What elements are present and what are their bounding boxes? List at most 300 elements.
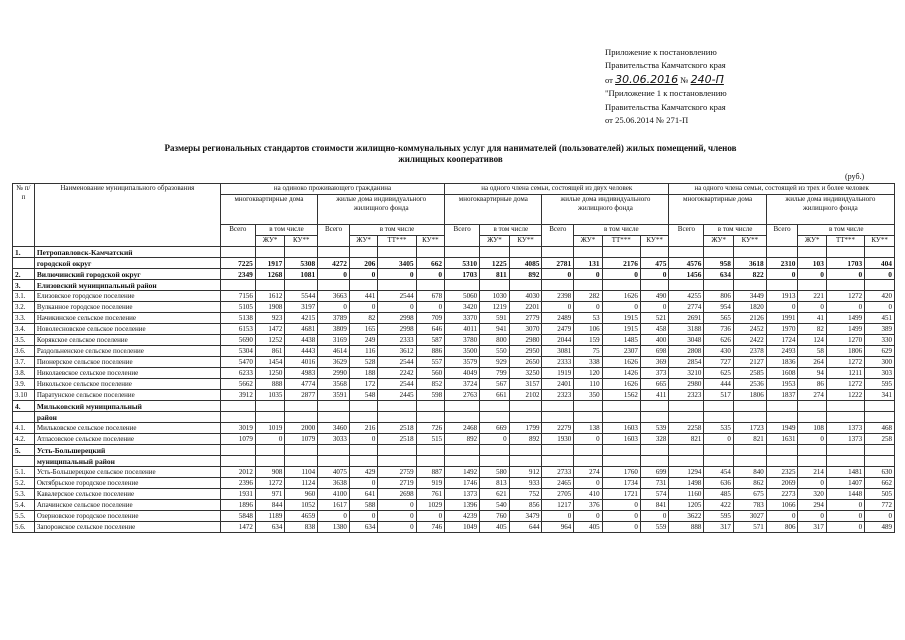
value-cell: 0 xyxy=(865,269,895,280)
row-name: Корякское сельское поселение xyxy=(34,335,220,346)
value-cell: 5308 xyxy=(285,258,318,269)
appendix-line: Приложение к постановлению xyxy=(605,47,717,57)
value-cell: 634 xyxy=(349,522,377,533)
value-cell: 300 xyxy=(865,357,895,368)
value-cell: 400 xyxy=(640,335,668,346)
value-cell xyxy=(865,280,895,291)
row-number: 5.3. xyxy=(13,489,35,500)
value-cell: 1820 xyxy=(733,302,766,313)
value-cell xyxy=(602,412,640,423)
value-cell: 0 xyxy=(640,269,668,280)
value-cell xyxy=(255,401,285,412)
value-cell: 2544 xyxy=(378,291,416,302)
value-cell xyxy=(349,412,377,423)
value-cell: 0 xyxy=(865,302,895,313)
value-cell: 3081 xyxy=(542,346,574,357)
row-name: Мильковское сельское поселение xyxy=(34,423,220,434)
value-cell xyxy=(766,401,798,412)
value-cell: 1806 xyxy=(733,390,766,401)
value-cell: 821 xyxy=(733,434,766,445)
appendix-line: "Приложение 1 к постановлению xyxy=(605,88,727,99)
value-cell: 3460 xyxy=(318,423,350,434)
value-cell: 1836 xyxy=(766,357,798,368)
value-cell: 958 xyxy=(704,258,734,269)
value-cell: 2698 xyxy=(378,489,416,500)
value-cell: 821 xyxy=(669,434,704,445)
value-cell xyxy=(733,280,766,291)
value-cell: 3188 xyxy=(669,324,704,335)
value-cell: 813 xyxy=(480,478,510,489)
header-mkd: многоквартирные дома xyxy=(669,195,766,225)
value-cell: 2349 xyxy=(220,269,255,280)
value-cell: 3370 xyxy=(445,313,480,324)
value-cell: 0 xyxy=(640,302,668,313)
value-cell: 1703 xyxy=(826,258,864,269)
value-cell: 373 xyxy=(640,368,668,379)
value-cell: 2650 xyxy=(509,357,542,368)
value-cell: 1896 xyxy=(220,500,255,511)
value-cell: 1603 xyxy=(602,423,640,434)
value-cell xyxy=(318,247,350,258)
value-cell: 1915 xyxy=(602,324,640,335)
value-cell xyxy=(602,280,640,291)
header-vsego: Всего xyxy=(669,225,704,247)
value-cell: 3070 xyxy=(509,324,542,335)
value-cell xyxy=(445,445,480,456)
value-cell xyxy=(640,456,668,467)
value-cell: 1472 xyxy=(255,324,285,335)
value-cell xyxy=(602,445,640,456)
row-name: Атласовское сельское поселение xyxy=(34,434,220,445)
value-cell xyxy=(445,412,480,423)
value-cell: 94 xyxy=(798,368,826,379)
value-cell: 595 xyxy=(865,379,895,390)
row-number: 5. xyxy=(13,445,35,456)
value-cell: 0 xyxy=(349,269,377,280)
value-cell: 1272 xyxy=(826,379,864,390)
value-cell xyxy=(509,280,542,291)
header-vsego: Всего xyxy=(445,225,480,247)
value-cell: 760 xyxy=(480,511,510,522)
value-cell: 892 xyxy=(509,269,542,280)
value-cell: 3157 xyxy=(509,379,542,390)
value-cell: 172 xyxy=(349,379,377,390)
value-cell xyxy=(669,401,704,412)
header-tt: ТТ*** xyxy=(826,236,864,247)
header-tt: ТТ*** xyxy=(378,236,416,247)
value-cell: 806 xyxy=(704,291,734,302)
value-cell: 539 xyxy=(640,423,668,434)
value-cell: 2401 xyxy=(542,379,574,390)
value-cell xyxy=(574,401,602,412)
value-cell: 2378 xyxy=(733,346,766,357)
value-cell: 5690 xyxy=(220,335,255,346)
value-cell: 2102 xyxy=(509,390,542,401)
table-row xyxy=(13,434,895,445)
value-cell: 929 xyxy=(480,357,510,368)
value-cell xyxy=(445,456,480,467)
value-cell: 5310 xyxy=(445,258,480,269)
value-cell xyxy=(733,456,766,467)
header-group-three: на одного члена семьи, состоящей из трех и более человек xyxy=(669,184,895,195)
value-cell: 303 xyxy=(865,368,895,379)
value-cell xyxy=(480,280,510,291)
value-cell xyxy=(798,445,826,456)
value-cell: 1448 xyxy=(826,489,864,500)
value-cell: 411 xyxy=(640,390,668,401)
value-cell: 1806 xyxy=(826,346,864,357)
value-cell xyxy=(704,280,734,291)
value-cell: 2719 xyxy=(378,478,416,489)
value-cell: 675 xyxy=(733,489,766,500)
value-cell: 3405 xyxy=(378,258,416,269)
value-cell xyxy=(378,280,416,291)
value-cell: 1931 xyxy=(220,489,255,500)
value-cell: 2781 xyxy=(542,258,574,269)
value-cell xyxy=(416,445,445,456)
value-cell: 2422 xyxy=(733,335,766,346)
table-row xyxy=(13,401,895,412)
header-vsego: Всего xyxy=(318,225,350,247)
value-cell: 58 xyxy=(798,346,826,357)
value-cell: 678 xyxy=(416,291,445,302)
value-cell: 644 xyxy=(509,522,542,533)
value-cell: 1211 xyxy=(826,368,864,379)
value-cell: 2396 xyxy=(220,478,255,489)
value-cell: 2544 xyxy=(378,379,416,390)
value-cell: 933 xyxy=(509,478,542,489)
value-cell xyxy=(285,280,318,291)
header-group-single: на одиноко проживающего гражданина xyxy=(220,184,444,195)
row-number: 3.8. xyxy=(13,368,35,379)
value-cell: 1079 xyxy=(220,434,255,445)
value-cell: 0 xyxy=(318,269,350,280)
value-cell: 625 xyxy=(704,368,734,379)
value-cell xyxy=(798,247,826,258)
value-cell: 5470 xyxy=(220,357,255,368)
value-cell: 338 xyxy=(574,357,602,368)
value-cell: 783 xyxy=(733,500,766,511)
row-name: район xyxy=(34,412,220,423)
value-cell: 4983 xyxy=(285,368,318,379)
value-cell: 0 xyxy=(574,511,602,522)
table-body xyxy=(13,247,895,533)
value-cell: 369 xyxy=(640,357,668,368)
value-cell: 206 xyxy=(349,258,377,269)
document-title xyxy=(18,143,883,165)
value-cell xyxy=(766,445,798,456)
value-cell: 698 xyxy=(640,346,668,357)
value-cell: 0 xyxy=(826,500,864,511)
value-cell: 5105 xyxy=(220,302,255,313)
value-cell xyxy=(416,412,445,423)
value-cell: 3629 xyxy=(318,357,350,368)
value-cell xyxy=(640,247,668,258)
value-cell: 626 xyxy=(704,335,734,346)
value-cell: 1953 xyxy=(766,379,798,390)
header-ku: КУ** xyxy=(416,236,445,247)
row-number: 3.6. xyxy=(13,346,35,357)
value-cell xyxy=(318,445,350,456)
appendix-date-prefix: от xyxy=(605,74,613,85)
row-number: 1. xyxy=(13,247,35,258)
value-cell: 5060 xyxy=(445,291,480,302)
value-cell: 0 xyxy=(378,511,416,522)
header-zhu: ЖУ* xyxy=(704,236,734,247)
value-cell: 1746 xyxy=(445,478,480,489)
value-cell: 636 xyxy=(704,478,734,489)
value-cell: 3048 xyxy=(669,335,704,346)
value-cell: 444 xyxy=(704,379,734,390)
value-cell: 3027 xyxy=(733,511,766,522)
table-row xyxy=(13,291,895,302)
table-row xyxy=(13,280,895,291)
value-cell: 2127 xyxy=(733,357,766,368)
value-cell: 53 xyxy=(574,313,602,324)
row-number: 4.1. xyxy=(13,423,35,434)
value-cell: 1617 xyxy=(318,500,350,511)
value-cell: 550 xyxy=(480,346,510,357)
value-cell: 4239 xyxy=(445,511,480,522)
value-cell xyxy=(416,456,445,467)
value-cell: 0 xyxy=(826,302,864,313)
value-cell: 811 xyxy=(480,269,510,280)
value-cell: 4215 xyxy=(285,313,318,324)
value-cell: 861 xyxy=(255,346,285,357)
value-cell: 3579 xyxy=(445,357,480,368)
value-cell: 2273 xyxy=(766,489,798,500)
value-cell: 1970 xyxy=(766,324,798,335)
table-row xyxy=(13,412,895,423)
value-cell: 2201 xyxy=(509,302,542,313)
value-cell: 2465 xyxy=(542,478,574,489)
value-cell: 0 xyxy=(378,500,416,511)
value-cell: 1160 xyxy=(669,489,704,500)
value-cell: 1724 xyxy=(766,335,798,346)
table-row xyxy=(13,324,895,335)
value-cell xyxy=(766,412,798,423)
value-cell: 3019 xyxy=(220,423,255,434)
value-cell xyxy=(480,247,510,258)
value-cell: 2479 xyxy=(542,324,574,335)
value-cell: 138 xyxy=(574,423,602,434)
value-cell: 2333 xyxy=(542,357,574,368)
value-cell xyxy=(704,445,734,456)
header-zhu: ЖУ* xyxy=(349,236,377,247)
value-cell: 485 xyxy=(704,489,734,500)
row-name: Елизовское городское поселение xyxy=(34,291,220,302)
row-name: Вулканное городское поселение xyxy=(34,302,220,313)
value-cell: 3449 xyxy=(733,291,766,302)
value-cell xyxy=(865,445,895,456)
row-number: 3. xyxy=(13,280,35,291)
value-cell xyxy=(574,445,602,456)
value-cell: 1272 xyxy=(826,291,864,302)
value-cell xyxy=(669,456,704,467)
value-cell xyxy=(255,280,285,291)
value-cell: 1205 xyxy=(669,500,704,511)
value-cell: 3638 xyxy=(318,478,350,489)
value-cell: 2493 xyxy=(766,346,798,357)
value-cell: 0 xyxy=(416,269,445,280)
value-cell xyxy=(416,280,445,291)
value-cell: 82 xyxy=(798,324,826,335)
header-ijs: жилые дома индивидуального жилищного фонда xyxy=(766,195,894,225)
value-cell xyxy=(220,247,255,258)
value-cell: 736 xyxy=(704,324,734,335)
value-cell xyxy=(480,445,510,456)
value-cell: 1631 xyxy=(766,434,798,445)
value-cell: 772 xyxy=(865,500,895,511)
value-cell: 1066 xyxy=(766,500,798,511)
value-cell: 5544 xyxy=(285,291,318,302)
value-cell: 2069 xyxy=(766,478,798,489)
value-cell xyxy=(509,247,542,258)
row-number: 5.1. xyxy=(13,467,35,478)
value-cell: 565 xyxy=(704,313,734,324)
appendix-handwritten-number: 240-П xyxy=(690,72,724,86)
row-name: Мильковский муниципальный xyxy=(34,401,220,412)
value-cell: 505 xyxy=(865,489,895,500)
header-mkd: многоквартирные дома xyxy=(445,195,542,225)
value-cell: 2242 xyxy=(378,368,416,379)
value-cell: 559 xyxy=(640,522,668,533)
value-cell: 2279 xyxy=(542,423,574,434)
value-cell: 1294 xyxy=(669,467,704,478)
value-cell: 116 xyxy=(349,346,377,357)
value-cell: 3724 xyxy=(445,379,480,390)
table-row xyxy=(13,390,895,401)
value-cell: 840 xyxy=(733,467,766,478)
value-cell xyxy=(285,456,318,467)
header-ku: КУ** xyxy=(733,236,766,247)
value-cell: 294 xyxy=(798,500,826,511)
value-cell: 4576 xyxy=(669,258,704,269)
value-cell xyxy=(318,401,350,412)
value-cell: 595 xyxy=(704,511,734,522)
value-cell: 2544 xyxy=(378,357,416,368)
value-cell: 4075 xyxy=(318,467,350,478)
value-cell: 4774 xyxy=(285,379,318,390)
header-ku: КУ** xyxy=(865,236,895,247)
value-cell: 2705 xyxy=(542,489,574,500)
value-cell: 3197 xyxy=(285,302,318,313)
row-number: 3.5. xyxy=(13,335,35,346)
value-cell: 159 xyxy=(574,335,602,346)
value-cell: 799 xyxy=(480,368,510,379)
value-cell: 662 xyxy=(416,258,445,269)
value-cell: 4438 xyxy=(285,335,318,346)
value-cell: 4659 xyxy=(285,511,318,522)
value-cell: 699 xyxy=(640,467,668,478)
value-cell: 108 xyxy=(798,423,826,434)
value-cell: 0 xyxy=(378,522,416,533)
value-cell: 264 xyxy=(798,357,826,368)
header-tt: ТТ*** xyxy=(602,236,640,247)
value-cell: 4100 xyxy=(318,489,350,500)
value-cell: 3500 xyxy=(445,346,480,357)
value-cell: 3622 xyxy=(669,511,704,522)
value-cell: 6233 xyxy=(220,368,255,379)
header-vsego: Всего xyxy=(220,225,255,247)
value-cell: 475 xyxy=(640,258,668,269)
value-cell xyxy=(826,401,864,412)
unit-label: (руб.) xyxy=(845,172,865,181)
value-cell: 0 xyxy=(766,511,798,522)
value-cell: 1930 xyxy=(542,434,574,445)
value-cell: 1079 xyxy=(285,434,318,445)
value-cell: 0 xyxy=(416,511,445,522)
row-name: Начикинское сельское поселение xyxy=(34,313,220,324)
row-number xyxy=(13,258,35,269)
row-name: Пионерское сельское поселение xyxy=(34,357,220,368)
row-name: Николаевское сельское поселение xyxy=(34,368,220,379)
value-cell: 0 xyxy=(798,269,826,280)
value-cell xyxy=(865,247,895,258)
table-row xyxy=(13,511,895,522)
value-cell: 0 xyxy=(378,269,416,280)
value-cell: 1603 xyxy=(602,434,640,445)
value-cell: 1373 xyxy=(826,434,864,445)
value-cell xyxy=(640,412,668,423)
value-cell: 258 xyxy=(865,434,895,445)
header-ijs: жилые дома индивидуального жилищного фонда xyxy=(542,195,669,225)
value-cell: 887 xyxy=(416,467,445,478)
row-name: Раздольненское сельское поселение xyxy=(34,346,220,357)
value-cell: 634 xyxy=(704,269,734,280)
header-num: № п/п xyxy=(13,184,35,247)
value-cell: 110 xyxy=(574,379,602,390)
value-cell: 1272 xyxy=(826,357,864,368)
value-cell xyxy=(602,247,640,258)
value-cell: 1030 xyxy=(480,291,510,302)
value-cell: 852 xyxy=(416,379,445,390)
row-number xyxy=(13,412,35,423)
header-group-two: на одного члена семьи, состоящей из двух человек xyxy=(445,184,669,195)
value-cell xyxy=(704,401,734,412)
value-cell: 2518 xyxy=(378,434,416,445)
value-cell: 103 xyxy=(798,258,826,269)
row-name: Новолесновское сельское поселение xyxy=(34,324,220,335)
value-cell: 557 xyxy=(416,357,445,368)
value-cell xyxy=(574,456,602,467)
value-cell: 3420 xyxy=(445,302,480,313)
value-cell: 1270 xyxy=(826,335,864,346)
value-cell xyxy=(542,412,574,423)
row-number: 4.2. xyxy=(13,434,35,445)
value-cell: 0 xyxy=(704,434,734,445)
value-cell: 4016 xyxy=(285,357,318,368)
value-cell: 4614 xyxy=(318,346,350,357)
header-mkd: многоквартирные дома xyxy=(220,195,317,225)
value-cell: 912 xyxy=(509,467,542,478)
value-cell: 5662 xyxy=(220,379,255,390)
value-cell: 1189 xyxy=(255,511,285,522)
value-cell: 0 xyxy=(640,511,668,522)
value-cell: 2763 xyxy=(445,390,480,401)
value-cell xyxy=(416,247,445,258)
value-cell: 1217 xyxy=(542,500,574,511)
value-cell xyxy=(865,456,895,467)
value-cell xyxy=(509,456,542,467)
appendix-number-sign: № xyxy=(680,74,689,85)
value-cell: 458 xyxy=(640,324,668,335)
value-cell: 490 xyxy=(640,291,668,302)
value-cell: 0 xyxy=(798,511,826,522)
value-cell: 598 xyxy=(416,390,445,401)
value-cell: 75 xyxy=(574,346,602,357)
value-cell: 1456 xyxy=(669,269,704,280)
